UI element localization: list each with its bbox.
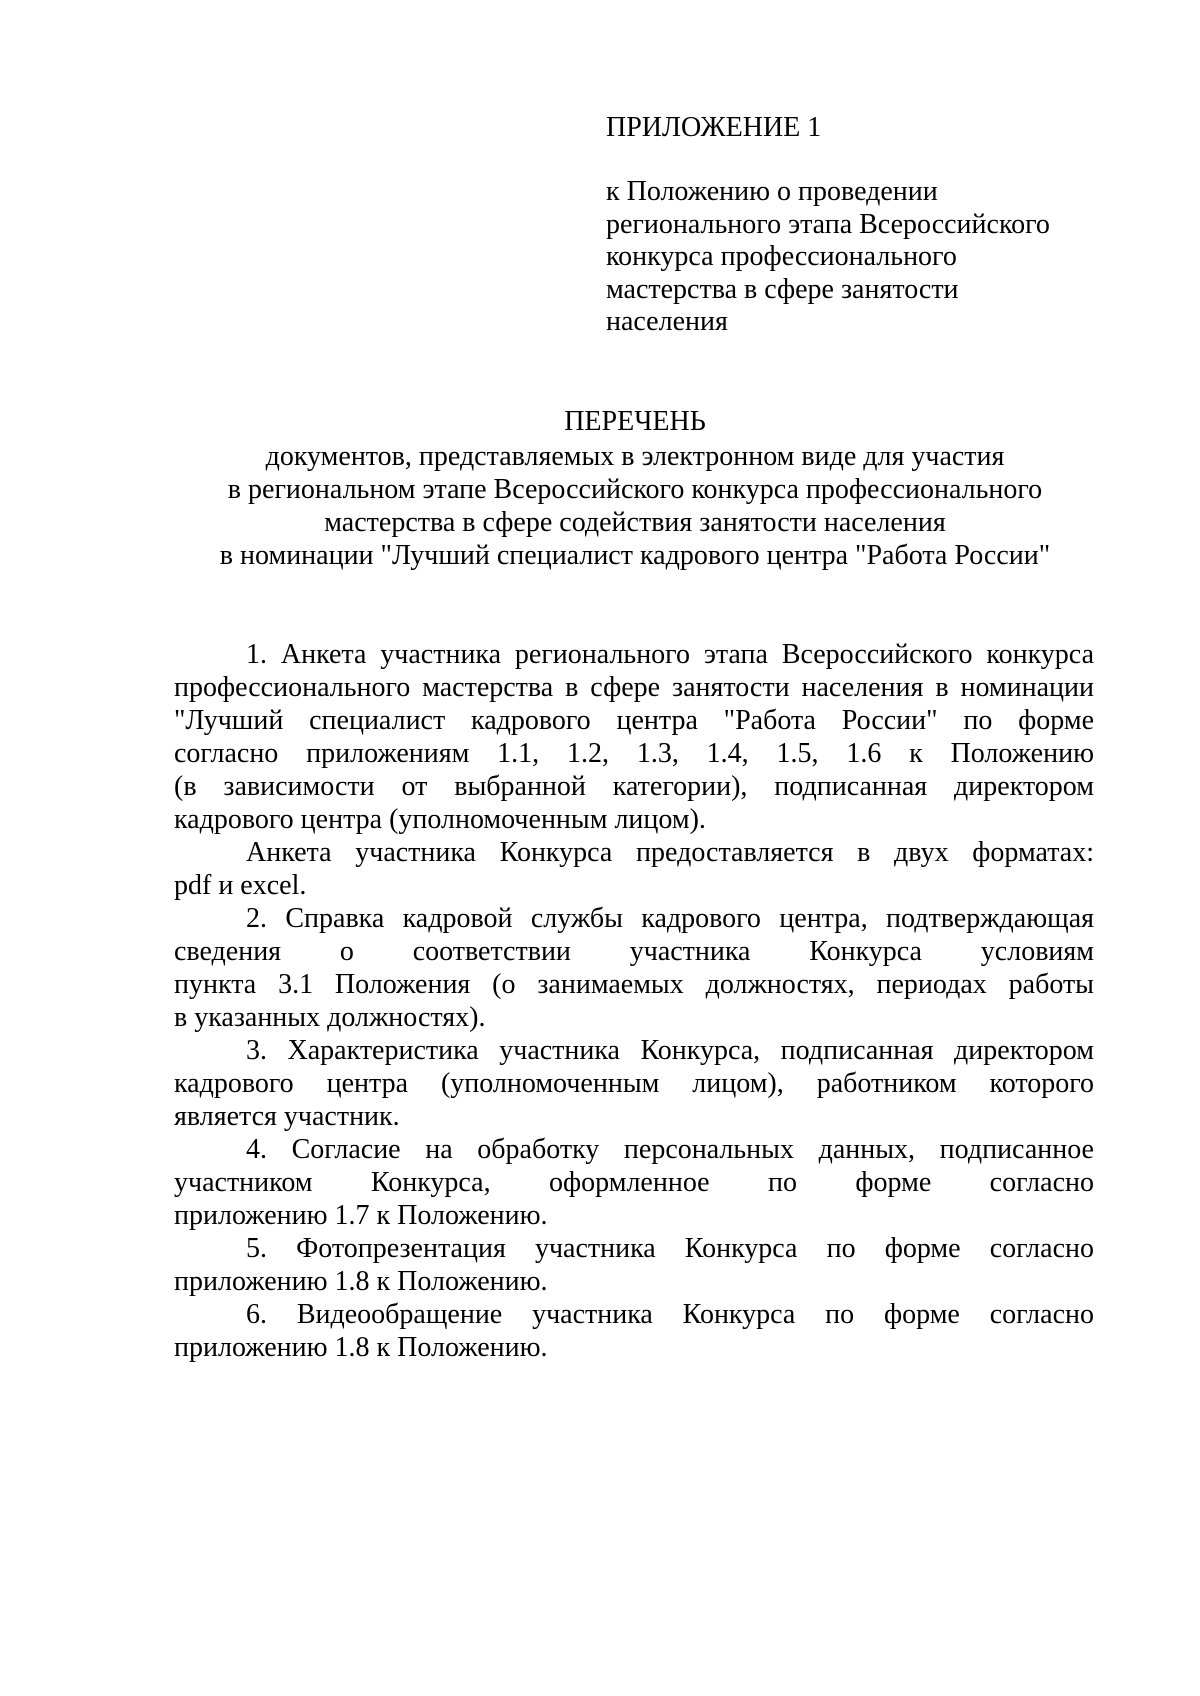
document-title: ПЕРЕЧЕНЬ bbox=[564, 406, 706, 437]
document-subtitle-line: в региональном этапе Всероссийского конкурса профессионального bbox=[227, 474, 1043, 505]
paragraph-line: приложению 1.8 к Положению. bbox=[174, 1332, 548, 1363]
paragraph-line: pdf и excel. bbox=[174, 870, 307, 901]
paragraph-line: приложению 1.7 к Положению. bbox=[174, 1200, 548, 1231]
document-body bbox=[174, 638, 1094, 1364]
paragraph-line: в указанных должностях). bbox=[174, 1002, 486, 1033]
paragraph-item-5 bbox=[174, 1232, 1094, 1298]
paragraph-line: участником Конкурса, оформленное по форме согласно bbox=[174, 1167, 1094, 1198]
document-subtitle bbox=[0, 440, 1200, 572]
paragraph-line: 3. Характеристика участника Конкурса, подписанная директором bbox=[246, 1035, 1094, 1066]
document-subtitle-line: в номинации "Лучший специалист кадрового центра "Работа России" bbox=[219, 540, 1051, 571]
appendix-subtitle bbox=[606, 176, 1086, 339]
document-subtitle-line: документов, представляемых в электронном виде для участия bbox=[265, 441, 1005, 472]
paragraph-line: (в зависимости от выбранной категории), подписанная директором bbox=[174, 771, 1094, 802]
paragraph-line: является участник. bbox=[174, 1101, 400, 1132]
paragraph-line: 1. Анкета участника регионального этапа Всероссийского конкурса bbox=[246, 639, 1094, 670]
paragraph-item-1 bbox=[174, 638, 1094, 836]
appendix-heading: ПРИЛОЖЕНИЕ 1 bbox=[606, 112, 822, 143]
paragraph-line: профессионального мастерства в сфере занятости населения в номинации bbox=[174, 672, 1094, 703]
paragraph-line: приложению 1.8 к Положению. bbox=[174, 1266, 548, 1297]
paragraph-line: 5. Фотопрезентация участника Конкурса по форме согласно bbox=[246, 1233, 1094, 1264]
paragraph-item-6 bbox=[174, 1298, 1094, 1364]
paragraph-item-4 bbox=[174, 1133, 1094, 1232]
paragraph-note bbox=[174, 836, 1094, 902]
appendix-subtitle-line: населения bbox=[606, 306, 728, 337]
paragraph-line: пункта 3.1 Положения (о занимаемых должностях, периодах работы bbox=[174, 969, 1094, 1000]
document-subtitle-line: мастерства в сфере содействия занятости населения bbox=[324, 507, 946, 538]
paragraph-item-2 bbox=[174, 902, 1094, 1034]
paragraph-line: Анкета участника Конкурса предоставляется в двух форматах: bbox=[246, 837, 1094, 868]
paragraph-line: 6. Видеообращение участника Конкурса по форме согласно bbox=[246, 1299, 1094, 1330]
paragraph-item-3 bbox=[174, 1034, 1094, 1133]
paragraph-line: сведения о соответствии участника Конкурса условиям bbox=[174, 936, 1094, 967]
paragraph-line: кадрового центра (уполномоченным лицом). bbox=[174, 804, 706, 835]
appendix-subtitle-line: к Положению о проведении bbox=[606, 176, 938, 207]
paragraph-line: 4. Согласие на обработку персональных данных, подписанное bbox=[246, 1134, 1094, 1165]
paragraph-line: согласно приложениям 1.1, 1.2, 1.3, 1.4, 1.5, 1.6 к Положению bbox=[174, 738, 1094, 769]
appendix-subtitle-line: конкурса профессионального bbox=[606, 241, 957, 272]
appendix-subtitle-line: регионального этапа Всероссийского bbox=[606, 208, 1050, 240]
paragraph-line: 2. Справка кадровой службы кадрового центра, подтверждающая bbox=[246, 903, 1094, 934]
appendix-subtitle-line: мастерства в сфере занятости bbox=[606, 273, 959, 305]
paragraph-line: кадрового центра (уполномоченным лицом), работником которого bbox=[174, 1068, 1094, 1099]
paragraph-line: "Лучший специалист кадрового центра "Работа России" по форме bbox=[174, 705, 1094, 736]
